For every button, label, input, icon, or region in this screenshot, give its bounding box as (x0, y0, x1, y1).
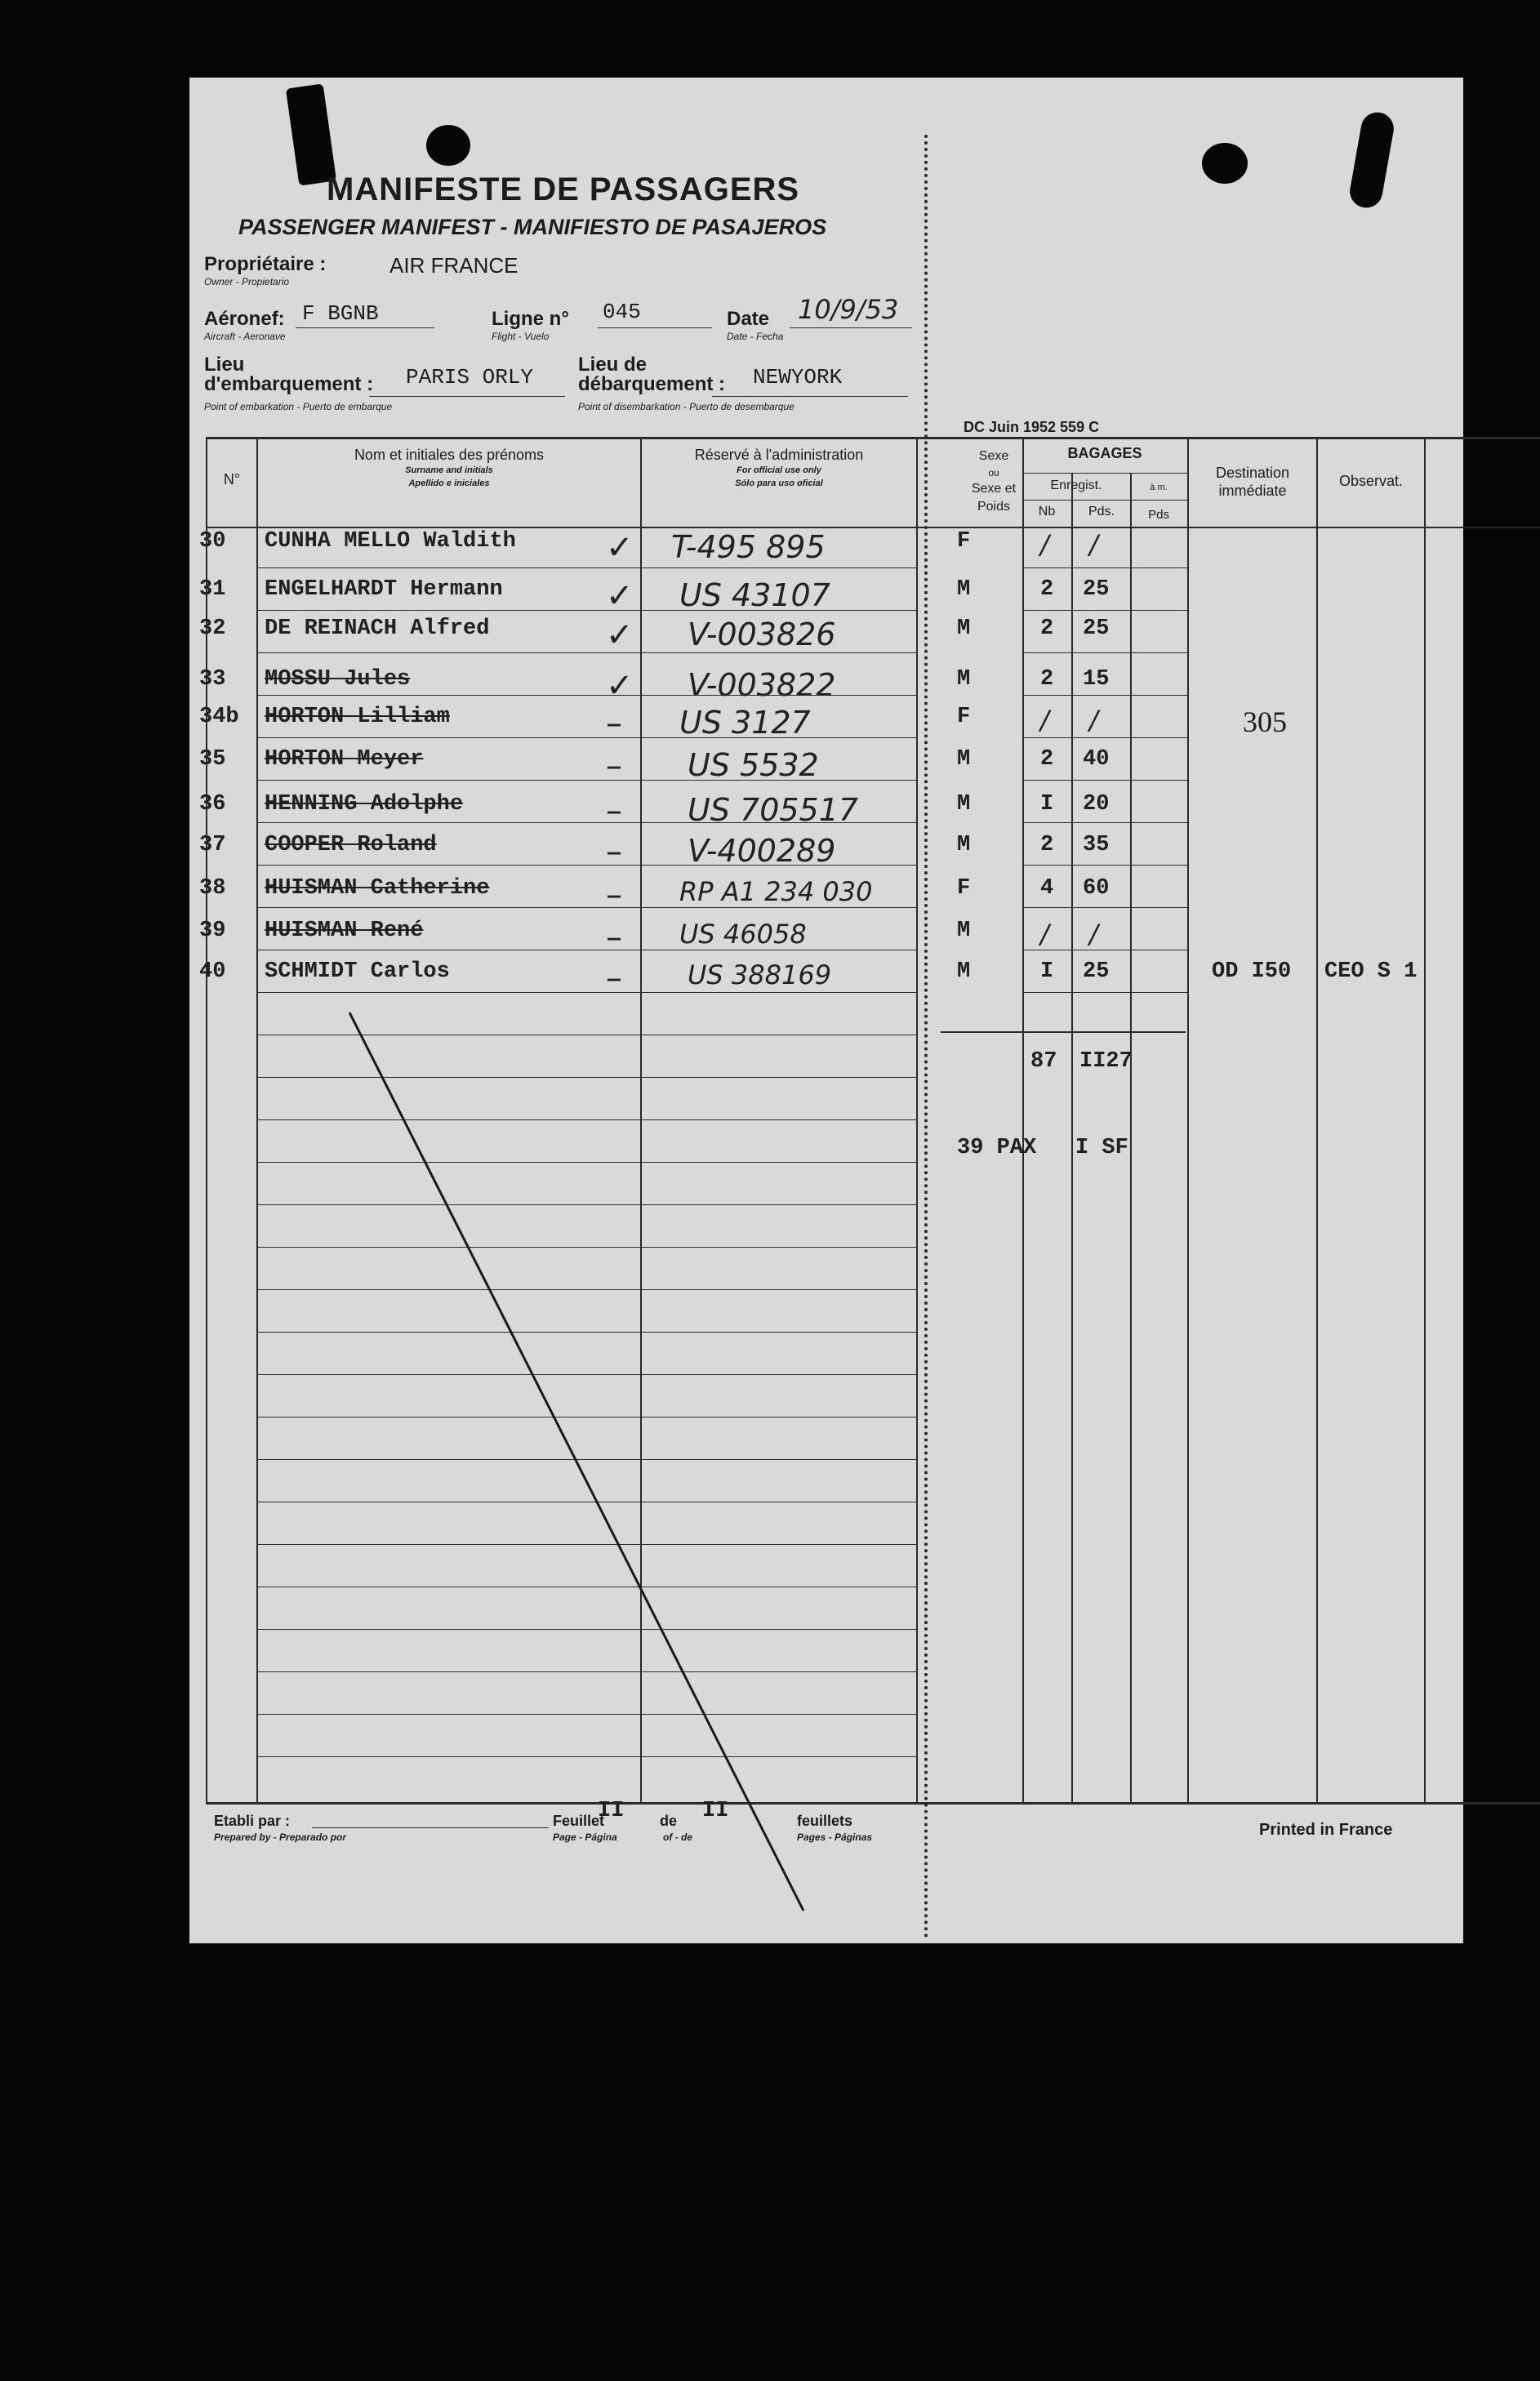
baggage-count: 2 (1040, 747, 1054, 772)
official-number: US 46058 (679, 919, 807, 950)
passenger-name: HUISMAN Catherine (265, 876, 490, 901)
date-value: 10/9/53 (798, 294, 899, 325)
header-name-sub2: Apellido e iniciales (408, 478, 490, 488)
baggage-count: / (1040, 705, 1049, 736)
sexe: F (957, 529, 971, 554)
check-mark-icon: – (606, 705, 622, 742)
row-number: 31 (199, 577, 226, 602)
baggage-weight: / (1089, 705, 1098, 736)
sexe: F (957, 705, 971, 729)
row-number: 32 (199, 616, 226, 641)
baggage-weight: 25 (1083, 959, 1110, 984)
official-number: US 388169 (688, 959, 832, 990)
baggage-weight: 35 (1083, 833, 1110, 857)
passenger-name: MOSSU Jules (265, 667, 411, 692)
header-bagages: BAGAGES (1067, 445, 1142, 461)
baggage-weight: / (1089, 529, 1098, 560)
header-sexe-1: Sexe (978, 449, 1009, 463)
official-number: US 5532 (688, 747, 819, 783)
disembarkation-sublabel: Point of disembarkation - Puerto de desembarque (578, 401, 794, 412)
baggage-weight: 25 (1083, 577, 1110, 602)
row-number: 36 (199, 792, 226, 817)
owner-sublabel: Owner - Propietario (204, 276, 290, 287)
baggage-count: / (1040, 529, 1049, 560)
check-mark-icon: – (606, 876, 622, 914)
header-sexe-2: ou (988, 467, 999, 478)
feuillet-value: II (598, 1799, 625, 1823)
of-sub: of - de (663, 1831, 692, 1843)
baggage-count: / (1040, 919, 1049, 950)
prepared-sub: Prepared by - Preparado por (214, 1831, 347, 1843)
baggage-count: I (1040, 959, 1054, 984)
embarkation-sublabel: Point of embarkation - Puerto de embarque (204, 401, 393, 412)
row-number: 30 (199, 529, 226, 554)
owner-label: Propriétaire : (204, 253, 327, 275)
sexe: M (957, 792, 971, 817)
embarkation-label-2: d'embarquement : (204, 373, 374, 395)
sexe: M (957, 833, 971, 857)
baggage-weight: 20 (1083, 792, 1110, 817)
printed-in-france: Printed in France (1259, 1821, 1393, 1839)
baggage-weight: 60 (1083, 876, 1110, 901)
sexe: M (957, 747, 971, 772)
passenger-name: HENNING Adolphe (265, 792, 464, 817)
header-admin-sub2: Sólo para uso oficial (735, 478, 823, 488)
sexe: M (957, 667, 971, 692)
baggage-weight: / (1089, 919, 1098, 950)
passenger-name: HORTON Meyer (265, 747, 424, 772)
row-number: 33 (199, 667, 226, 692)
destination: 305 (1243, 705, 1287, 738)
row-number: 34b (199, 705, 239, 729)
diagonal-cancel-line (189, 78, 1463, 1943)
baggage-count: I (1040, 792, 1054, 817)
sexe: M (957, 577, 971, 602)
check-mark-icon: ✓ (606, 577, 634, 615)
row-number: 38 (199, 876, 226, 901)
check-mark-icon: – (606, 792, 622, 830)
official-number: US 43107 (679, 577, 830, 613)
owner-value: AIR FRANCE (389, 253, 519, 278)
row-number: 37 (199, 833, 226, 857)
header-admin-sub1: For official use only (737, 465, 821, 475)
disembarkation-label-1: Lieu de (578, 354, 648, 376)
passenger-name: DE REINACH Alfred (265, 616, 490, 641)
baggage-count: 2 (1040, 616, 1054, 641)
passenger-name: COOPER Roland (265, 833, 437, 857)
header-destination-1: Destination (1215, 465, 1290, 481)
sexe: M (957, 959, 971, 984)
embarkation-value: PARIS ORLY (406, 365, 534, 389)
manifest-sheet (189, 78, 1463, 1943)
pax-count: 39 PAX (957, 1136, 1037, 1160)
aircraft-label: Aéronef: (204, 308, 285, 330)
passenger-name: HUISMAN René (265, 919, 424, 943)
passenger-name: SCHMIDT Carlos (265, 959, 450, 984)
check-mark-icon: – (606, 919, 622, 956)
aircraft-sublabel: Aircraft - Aeronave (204, 331, 286, 342)
total-baggage-count: 87 (1030, 1049, 1057, 1074)
destination: OD I50 (1212, 959, 1292, 984)
page-sub: Page - Página (553, 1831, 617, 1843)
disembarkation-label-2: débarquement : (578, 373, 726, 395)
baggage-count: 2 (1040, 577, 1054, 602)
manifest-subtitle: PASSENGER MANIFEST - MANIFIESTO DE PASAJEROS (238, 215, 827, 239)
disembarkation-value: NEWYORK (753, 365, 843, 389)
embarkation-label-1: Lieu (204, 354, 245, 376)
check-mark-icon: – (606, 833, 622, 870)
manifest-title: MANIFESTE DE PASSAGERS (327, 171, 800, 207)
baggage-count: 2 (1040, 833, 1054, 857)
date-sublabel: Date - Fecha (727, 331, 784, 342)
check-mark-icon: ✓ (606, 616, 634, 654)
de-label: de (660, 1813, 678, 1829)
sexe: M (957, 616, 971, 641)
baggage-weight: 25 (1083, 616, 1110, 641)
header-pds: Pds. (1088, 505, 1115, 518)
official-number: US 3127 (679, 705, 811, 741)
sexe: M (957, 919, 971, 943)
feuillets-label: feuillets (797, 1813, 853, 1829)
header-name: Nom et initiales des prénoms (354, 447, 545, 463)
pages-sub: Pages - Páginas (797, 1831, 873, 1843)
passenger-name: HORTON Lilliam (265, 705, 450, 729)
total-baggage-weight: II27 (1079, 1049, 1133, 1074)
form-code: DC Juin 1952 559 C (964, 419, 1100, 435)
baggage-count: 2 (1040, 667, 1054, 692)
official-number: RP A1 234 030 (679, 876, 873, 907)
header-name-sub1: Surname and initials (405, 465, 493, 475)
aircraft-value: F BGNB (302, 301, 379, 326)
header-destination-2: immédiate (1218, 483, 1287, 499)
header-no: N° (223, 471, 241, 487)
check-mark-icon: – (606, 959, 622, 997)
feuillet-label: Feuillet (553, 1813, 605, 1829)
prepared-underline (312, 1827, 549, 1828)
row-number: 39 (199, 919, 226, 943)
header-sexe-3: Sexe et (971, 482, 1017, 496)
header-pds2: Pds (1148, 508, 1169, 522)
passenger-name: ENGELHARDT Hermann (265, 577, 503, 602)
official-number: V-003822 (688, 667, 836, 703)
passenger-name: CUNHA MELLO Waldith (265, 529, 516, 554)
prepared-label: Etabli par : (214, 1813, 291, 1829)
baggage-weight: 40 (1083, 747, 1110, 772)
header-main: à m. (1150, 483, 1168, 492)
sexe: F (957, 876, 971, 901)
check-mark-icon: – (606, 747, 622, 785)
flight-sublabel: Flight - Vuelo (492, 331, 550, 342)
baggage-weight: 15 (1083, 667, 1110, 692)
header-observat: Observat. (1338, 473, 1404, 489)
check-mark-icon: ✓ (606, 667, 634, 705)
flight-value: 045 (603, 300, 641, 324)
de-value: II (702, 1799, 729, 1823)
observation: CEO S 1 (1324, 959, 1418, 984)
official-number: V-400289 (688, 833, 836, 869)
flight-label: Ligne n° (492, 308, 569, 330)
official-number: T-495 895 (671, 529, 826, 565)
header-nb: Nb (1038, 505, 1056, 518)
baggage-count: 4 (1040, 876, 1054, 901)
official-number: V-003826 (688, 616, 836, 652)
header-admin: Réservé à l'administration (694, 447, 864, 463)
header-enregist: Enregist. (1050, 478, 1102, 492)
official-number: US 705517 (688, 792, 859, 828)
pax-extra: I SF (1075, 1136, 1128, 1160)
date-label: Date (727, 308, 770, 330)
row-number: 40 (199, 959, 226, 984)
check-mark-icon: ✓ (606, 529, 634, 567)
header-sexe-4: Poids (977, 500, 1011, 514)
row-number: 35 (199, 747, 226, 772)
